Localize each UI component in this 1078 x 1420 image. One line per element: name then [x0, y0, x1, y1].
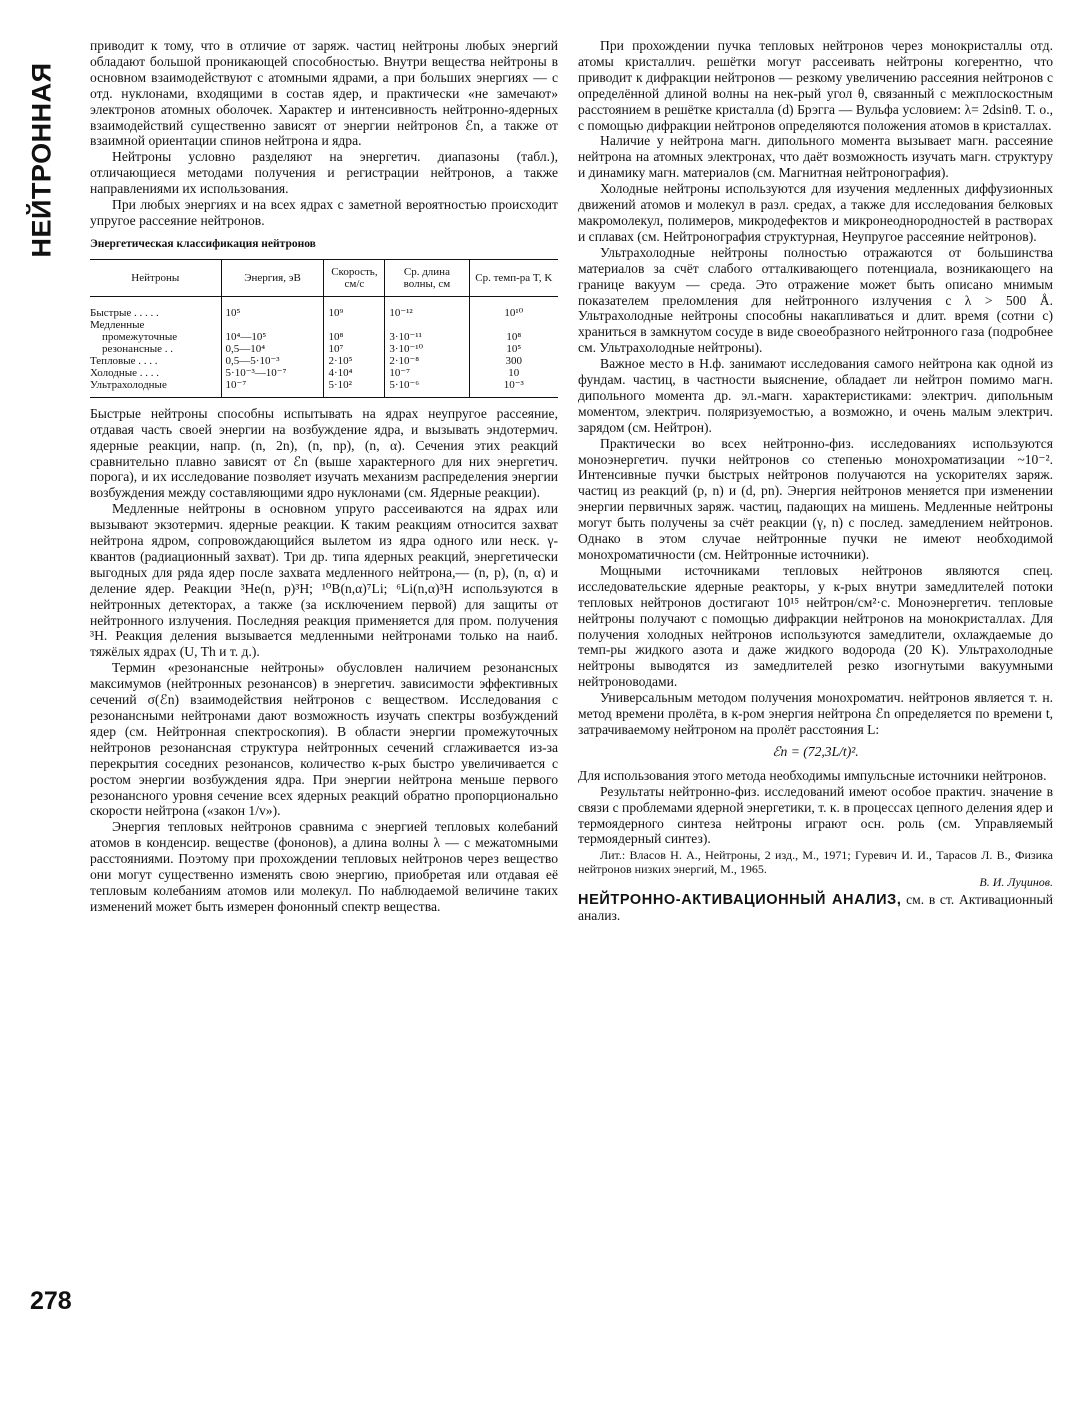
- table-row: [90, 319, 558, 331]
- table-cell: 10⁵: [221, 296, 324, 319]
- paragraph: Холодные нейтроны используются для изучения медленных диффузионных движений атомов и молекул в разл. средах, а также для исследования белковых макромолекул, полимеров, микродефектов и микронеоднородностей в растворах и сплавах (см. Нейтронография структурная, Неупругое рассеяние нейтронов).: [578, 181, 1053, 244]
- table-cell: 10⁸: [324, 331, 385, 343]
- paragraph: Ультрахолодные нейтроны полностью отражаются от большинства материалов за счёт слабого отталкивающего потенциала, возникающего на границе вакуум — среда. Это отражение может быть описано мнимым показателем преломления для нейтронного излучения с λ > 500 Å. Ультрахолодные нейтроны способны накапливаться и длит. время (сотни с) храниться в замкнутом сосуде в виде своеобразного нейтронного газа (подробнее см. Ультрахолодные нейтроны).: [578, 244, 1053, 356]
- table-cell: 5·10⁻³—10⁻⁷: [221, 367, 324, 379]
- table-cell: 3·10⁻¹⁰: [385, 343, 469, 355]
- entry-headword: НЕЙТРОННО-АКТИВАЦИОННЫЙ АНАЛИЗ,: [578, 891, 902, 908]
- table-header: Скорость, см/с: [324, 259, 385, 296]
- entry-cross-reference: см. в ст. Активационный анализ.: [578, 891, 1053, 924]
- table-header: Нейтроны: [90, 259, 221, 296]
- table-cell: 10⁻³: [469, 379, 558, 398]
- literature-references: Лит.: Власов Н. А., Нейтроны, 2 изд., М., 1971; Гуревич И. И., Тарасов Л. В., Физика нейтронов низких энергий, М., 1965.: [578, 848, 1053, 876]
- table-cell: 5·10²: [324, 379, 385, 398]
- table-cell: [385, 319, 469, 331]
- table-header: Энергия, эВ: [221, 259, 324, 296]
- table-header: Ср. темп-ра T, K: [469, 259, 558, 296]
- table-cell: 0,5—10⁴: [221, 343, 324, 355]
- paragraph: Наличие у нейтрона магн. дипольного момента вызывает магн. рассеяние нейтрона на атомных электронах, что даёт возможность изучать магн. структуру и динамику магн. материалов (см. Магнитная нейтронография).: [578, 133, 1053, 181]
- table-cell: резонансные . .: [102, 342, 173, 355]
- table-row: [90, 331, 558, 343]
- table-row: [90, 355, 558, 367]
- table-cell: Тепловые . . . .: [90, 354, 158, 367]
- paragraph: Энергия тепловых нейтронов сравнима с энергией тепловых колебаний атомов в конденсир. веществе (фононов), а длина волны λ — с межатомными расстояниями. Поэтому при прохождении тепловых нейтронов через вещество они могут существенно изменять свою энергию, приобретая или отдавая её тепловым колебаниям атомов или молекул. По наблюдаемой величине таких изменений может быть измерен фононный спектр вещества.: [90, 819, 558, 914]
- table-cell: Холодные . . . .: [90, 366, 160, 379]
- table-cell: 3·10⁻¹¹: [385, 331, 469, 343]
- table-cell: 10⁵: [469, 343, 558, 355]
- paragraph: Важное место в Н.ф. занимают исследования самого нейтрона как одной из фундам. частиц, в частности выяснение, обладает ли нейтрон помимо магн. дипольного момента др. эл.-магн. характеристиками: электрич. дипольным моментом, электрич. поляризуемостью, а возможно, и очень малым электрич. зарядом (см. Нейтрон).: [578, 356, 1053, 435]
- table-cell: [469, 319, 558, 331]
- paragraph: Результаты нейтронно-физ. исследований имеют особое практич. значение в связи с проблемами ядерной энергетики, т. к. в процессах цепного деления ядер и термоядерного синтеза нейтроны играют осн. роль (см. Управляемый термоядерный синтез).: [578, 783, 1053, 847]
- page-number: 278: [30, 1287, 72, 1315]
- table-caption: Энергетическая классификация нейтронов: [90, 237, 316, 250]
- paragraph: Быстрые нейтроны способны испытывать на ядрах неупругое рассеяние, отдавая часть своей энергии на возбуждение ядра, и вызывать эндотермич. ядерные реакции, напр. (n, 2n), (n, np), (n, α). Сечения этих реакций сравнительно плавно зависят от ℰn (выше характерного для них энергетич. порога), и их исследование позволяет изучать механизм распределения энергии возбуждения между составляющими ядро нуклонами (см. Ядерные реакции).: [90, 405, 558, 501]
- table-cell: 10: [469, 367, 558, 379]
- paragraph: Мощными источниками тепловых нейтронов являются спец. исследовательские ядерные реакторы, у к-рых внутри замедлителей потоки тепловых нейтронов достигают 10¹⁵ нейтрон/см²·с. Моноэнергетич. тепловые нейтроны получают с помощью дифракции нейтронов на монокристаллах. Для получения холодных нейтронов используются замедлители, охлаждаемые до темп-ры жидкого азота и даже жидкого водорода (20 K). Ультрахолодные нейтроны выводятся из замедлителей резко изогнутыми вакуумными нейтроноводами.: [578, 562, 1053, 690]
- table-cell: 10¹⁰: [469, 296, 558, 319]
- paragraph: Универсальным методом получения монохроматич. нейтронов является т. н. метод времени пролёта, в к-ром энергия нейтрона ℰn определяется по времени t, затрачиваемому нейтроном на пролёт расстояния L:: [578, 690, 1053, 737]
- paragraph: Нейтроны условно разделяют на энергетич. диапазоны (табл.), отличающиеся методами получения и регистрации нейтронов, а также направлениями их использования.: [90, 149, 558, 197]
- table-cell: 10⁷: [324, 343, 385, 355]
- paragraph: Медленные нейтроны в основном упруго рассеиваются на ядрах или вызывают экзотермич. ядерные реакции. К таким реакциям относится захват нейтрона ядром, сопровождающийся вылетом из ядра одного или неск. γ-квантов (радиационный захват). Три др. типа ядерных реакций, энергетически выгодных для ряда ядер после захвата медленного нейтрона,— (n, p), (n, α) и деление ядер. Реакции ³He(n, p)³H; ¹⁰B(n,α)⁷Li; ⁶Li(n,α)³H используются в нейтронных детекторах, а также (за исключением первой) для защиты от нейтронного излучения. Последняя реакция применяется для пром. получения ³H. Реакция деления вызывается медленными нейтронами только на наиб. тяжёлых ядрах (U, Th и т. д.).: [90, 501, 558, 660]
- paragraph: Термин «резонансные нейтроны» обусловлен наличием резонансных максимумов (нейтронных резонансов) в энергетич. зависимости эффективных сечений σ(ℰn) взаимодействия нейтронов с веществом. Исследования с резонансными нейтронами дают возможность изучать спектры возбуждений ядер (см. Нейтронная спектроскопия). В области энергии промежуточных нейтронов резонансная структура нейтронных сечений сглаживается из-за перекрытия соседних резонансов, количество к-рых быстро увеличивается с ростом энергии возбуждения ядра. При энергии нейтрона меньше первого резонансного уровня сечение всех ядерных реакций обратно пропорционально скорости нейтрона («закон 1/v»).: [90, 660, 558, 819]
- table-cell: промежуточные: [102, 330, 178, 343]
- left-column: [90, 38, 558, 915]
- table-cell: 2·10⁻⁸: [385, 355, 469, 367]
- table-row: [90, 296, 558, 319]
- paragraph: При любых энергиях и на всех ядрах с заметной вероятностью происходит упругое рассеяние нейтронов.: [90, 197, 558, 228]
- table-cell: 300: [469, 355, 558, 367]
- table-row: [90, 343, 558, 355]
- table-cell: 10⁻¹²: [385, 296, 469, 319]
- table-cell: 10⁻⁷: [221, 379, 324, 398]
- table-cell: 10⁸: [469, 331, 558, 343]
- table-cell: Ультрахолодные: [90, 379, 221, 398]
- table-cell: Быстрые . . . . .: [90, 306, 159, 319]
- paragraph: Для использования этого метода необходимы импульсные источники нейтронов.: [578, 767, 1047, 783]
- table-cell: 0,5—5·10⁻³: [221, 355, 324, 367]
- paragraph: Практически во всех нейтронно-физ. исследованиях используются моноэнергетич. пучки нейтронов со степенью монохроматизации ~10⁻². Интенсивные пучки быстрых нейтронов получаются на ускорителях заряж. частиц из реакций (p, n) и (d, pn). Энергия нейтронов меняется при изменении энергии первичных заряж. частиц, падающих на мишень. Медленные нейтроны могут быть получены за счёт реакции (γ, n) с послед. замедлением нейтронов. Однако в этом случае нейтронные пучки не имеют необходимой монохроматичности (см. Нейтронные источники).: [578, 435, 1053, 562]
- table-cell: 4·10⁴: [324, 367, 385, 379]
- energy-classification-table: [90, 259, 558, 398]
- running-header-text: НЕЙТРОННАЯ: [26, 62, 57, 258]
- paragraph: При прохождении пучка тепловых нейтронов через монокристаллы отд. атомы кристаллич. решётки могут рассеивать нейтроны когерентно, что приводит к дифракции нейтронов — резкому увеличению рассеяния нейтронов с определённой длиной волны на нек-рый угол θ, связанный с межплоскостным расстоянием в решётке кристалла (d) Брэгга — Вульфа условием: λ= 2dsinθ. Т. о., с помощью дифракции нейтронов определяются положения атомов в кристаллах.: [578, 38, 1053, 133]
- table-row: [90, 367, 558, 379]
- right-column: [578, 38, 1053, 924]
- table-row: [90, 379, 558, 398]
- time-of-flight-formula: ℰn = (72,3L/t)².: [772, 743, 859, 759]
- author-signature: В. И. Луцинов.: [979, 875, 1053, 890]
- table-header: Ср. длина волны, см: [385, 259, 469, 296]
- table-cell: [324, 319, 385, 331]
- table-cell: 2·10⁵: [324, 355, 385, 367]
- running-header: [22, 40, 62, 280]
- next-entry: [578, 892, 1053, 925]
- table-cell: [221, 319, 324, 331]
- table-cell: 10⁴—10⁵: [221, 331, 324, 343]
- table-cell: Медленные: [90, 318, 145, 331]
- paragraph: приводит к тому, что в отличие от заряж. частиц нейтроны любых энергий обладают большой проникающей способностью. Внутри вещества нейтроны в основном взаимодействуют с атомными ядрами, а при больших энергиях — с отд. нуклонами, входящими в состав ядер, и практически «не замечают» электронов атомных оболочек. Характер и интенсивность нейтронно-ядерных взаимодействий существенно зависят от энергии нейтронов ℰn, а также от взаимной ориентации спинов нейтрона и ядра.: [90, 38, 558, 149]
- table-cell: 5·10⁻⁶: [385, 379, 469, 398]
- table-cell: 10⁹: [324, 296, 385, 319]
- table-cell: 10⁻⁷: [385, 367, 469, 379]
